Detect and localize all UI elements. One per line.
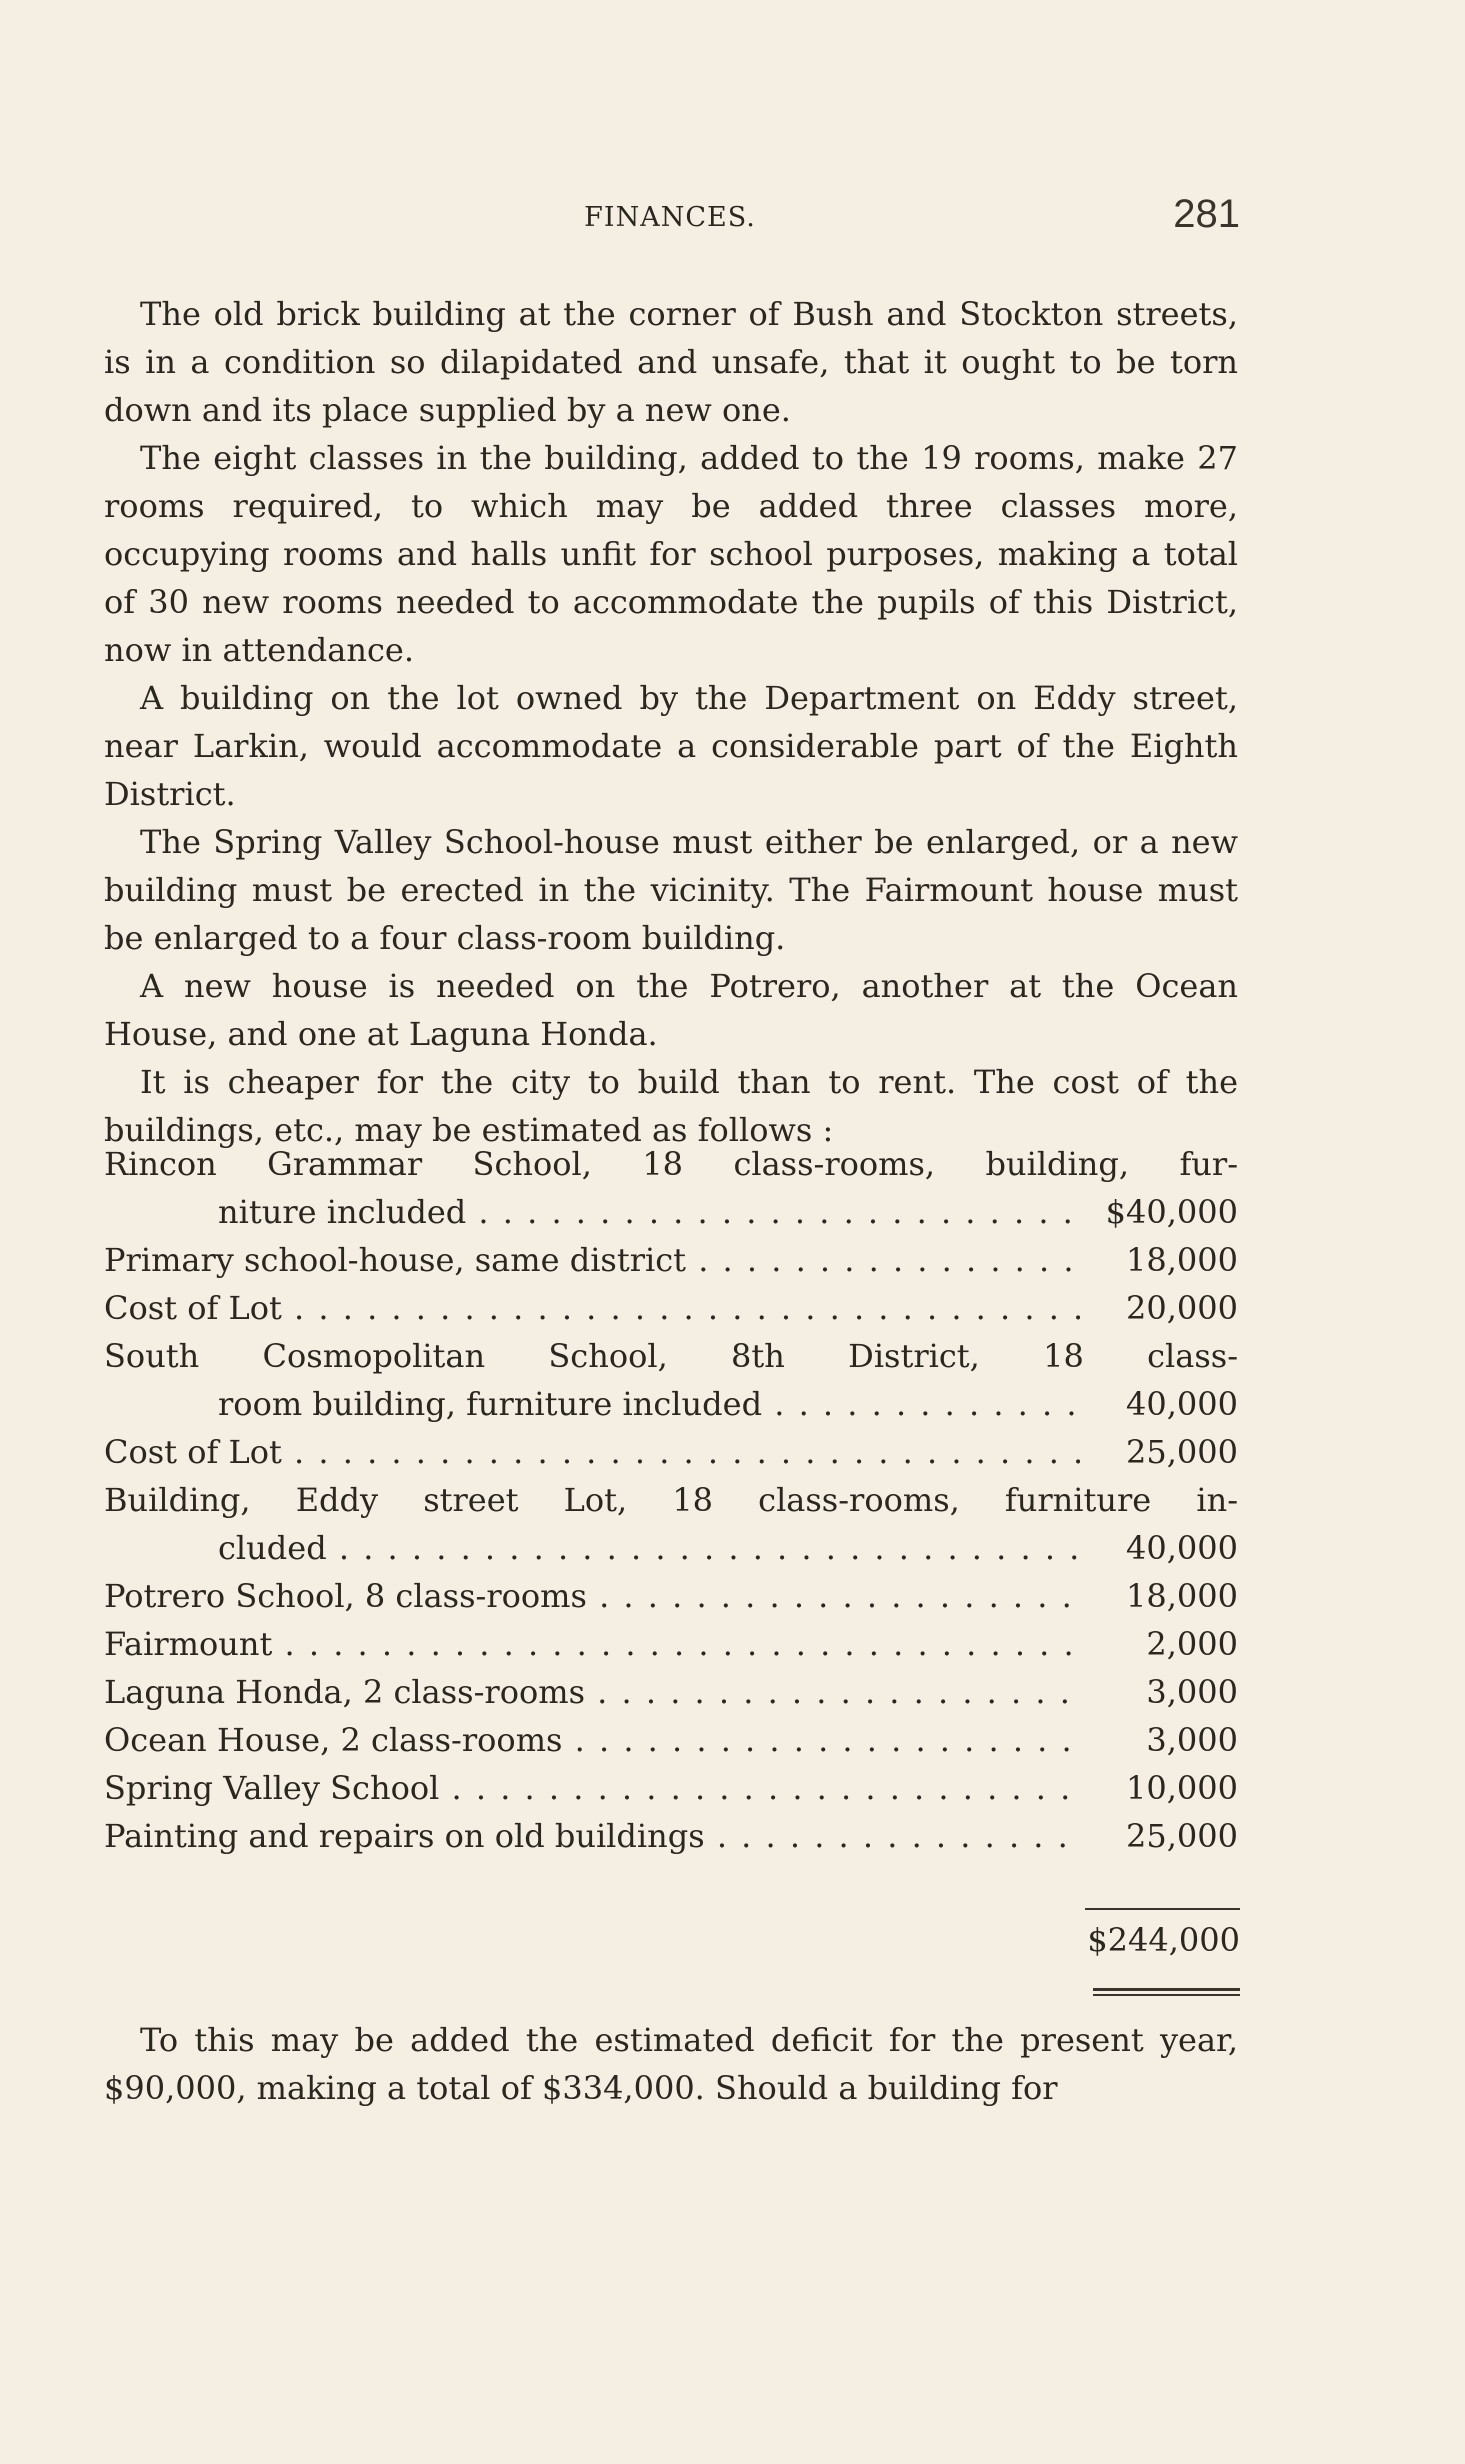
estimate-label: Spring Valley School . . . xyxy=(104,1764,1080,1812)
estimate-item xyxy=(104,1572,1238,1620)
estimate-amount: 18,000 xyxy=(1126,1241,1238,1279)
estimate-amount: 3,000 xyxy=(1146,1673,1238,1711)
estimate-amount: $40,000 xyxy=(1105,1193,1238,1231)
estimate-label: Painting and repairs on old buildings . . . xyxy=(104,1812,1080,1860)
estimate-label: cluded . . . xyxy=(218,1524,1080,1572)
estimate-amount: 3,000 xyxy=(1146,1721,1238,1759)
estimate-item xyxy=(104,1620,1238,1668)
estimate-amount: 25,000 xyxy=(1126,1433,1238,1471)
estimate-label: Ocean House, 2 class-rooms . . . xyxy=(104,1716,1080,1764)
total-block xyxy=(1085,1908,1240,1996)
estimate-amount: 2,000 xyxy=(1146,1625,1238,1663)
estimate-amount: 25,000 xyxy=(1126,1817,1238,1855)
estimate-label: niture included . . . xyxy=(218,1188,1080,1236)
estimate-item-head: South Cosmopolitan School, 8th District, 18 class- xyxy=(104,1337,1238,1375)
cost-estimates-list xyxy=(104,1140,1238,1860)
estimate-item xyxy=(104,1764,1238,1812)
estimate-item xyxy=(104,1668,1238,1716)
paragraph-spring-valley: The Spring Valley School-house must either be enlarged, or a new building must be erected in the vicinity. The Fairmount house must be enlarged to a four class-room building. xyxy=(104,823,1238,957)
estimate-amount: 10,000 xyxy=(1126,1769,1238,1807)
estimate-item-head: Rincon Grammar School, 18 class-rooms, building, fur- xyxy=(104,1145,1238,1183)
estimate-item xyxy=(104,1524,1238,1572)
estimate-label: Laguna Honda, 2 class-rooms . . . xyxy=(104,1668,1080,1716)
estimate-item-head: Building, Eddy street Lot, 18 class-rooms, furniture in- xyxy=(104,1481,1238,1519)
paragraph-eight-classes: The eight classes in the building, added to the 19 rooms, make 27 rooms required, to which may be added three classes more, occupying rooms and halls unfit for school purposes, making a total of 30 new rooms needed to accommodate the pupils of this District, now in attendance. xyxy=(104,439,1238,669)
total-amount: $244,000 xyxy=(1087,1921,1240,1959)
double-rule xyxy=(1093,1988,1240,1996)
body-text xyxy=(104,290,1238,1154)
page-number: 281 xyxy=(1173,192,1240,236)
paragraph-potrero: A new house is needed on the Potrero, another at the Ocean House, and one at Laguna Honda. xyxy=(104,967,1238,1053)
paragraph-eddy-street: A building on the lot owned by the Department on Eddy street, near Larkin, would accommodate a considerable part of the Eighth District. xyxy=(104,679,1238,813)
estimate-amount: 18,000 xyxy=(1126,1577,1238,1615)
estimate-item xyxy=(104,1716,1238,1764)
estimate-item xyxy=(104,1236,1238,1284)
paragraph-cost-intro: It is cheaper for the city to build than to rent. The cost of the buildings, etc., may be estimated as follows : xyxy=(104,1063,1238,1149)
estimate-label: Fairmount . . . xyxy=(104,1620,1080,1668)
estimate-label: Cost of Lot . . . xyxy=(104,1284,1080,1332)
page-header xyxy=(100,192,1240,242)
estimate-label: Cost of Lot . . . xyxy=(104,1428,1080,1476)
estimate-amount: 40,000 xyxy=(1126,1385,1238,1423)
estimate-item xyxy=(104,1380,1238,1428)
estimate-label: room building, furniture included . . . xyxy=(218,1380,1080,1428)
estimate-item xyxy=(104,1812,1238,1860)
estimate-label: Potrero School, 8 class-rooms . . . xyxy=(104,1572,1080,1620)
paragraph-bush-stockton: The old brick building at the corner of Bush and Stockton streets, is in a condition so dilapidated and unsafe, that it ought to be torn down and its place supplied by a new one. xyxy=(104,295,1238,429)
closing-paragraph: To this may be added the estimated deficit for the present year, $90,000, making a total of $334,000. Should a building for xyxy=(104,2021,1238,2107)
estimate-item xyxy=(104,1188,1238,1236)
running-head: FINANCES. xyxy=(584,202,756,233)
total-rule xyxy=(1085,1908,1240,1910)
estimate-item xyxy=(104,1284,1238,1332)
estimate-label: Primary school-house, same district . . . xyxy=(104,1236,1080,1284)
estimate-amount: 40,000 xyxy=(1126,1529,1238,1567)
estimate-amount: 20,000 xyxy=(1126,1289,1238,1327)
estimate-item xyxy=(104,1428,1238,1476)
